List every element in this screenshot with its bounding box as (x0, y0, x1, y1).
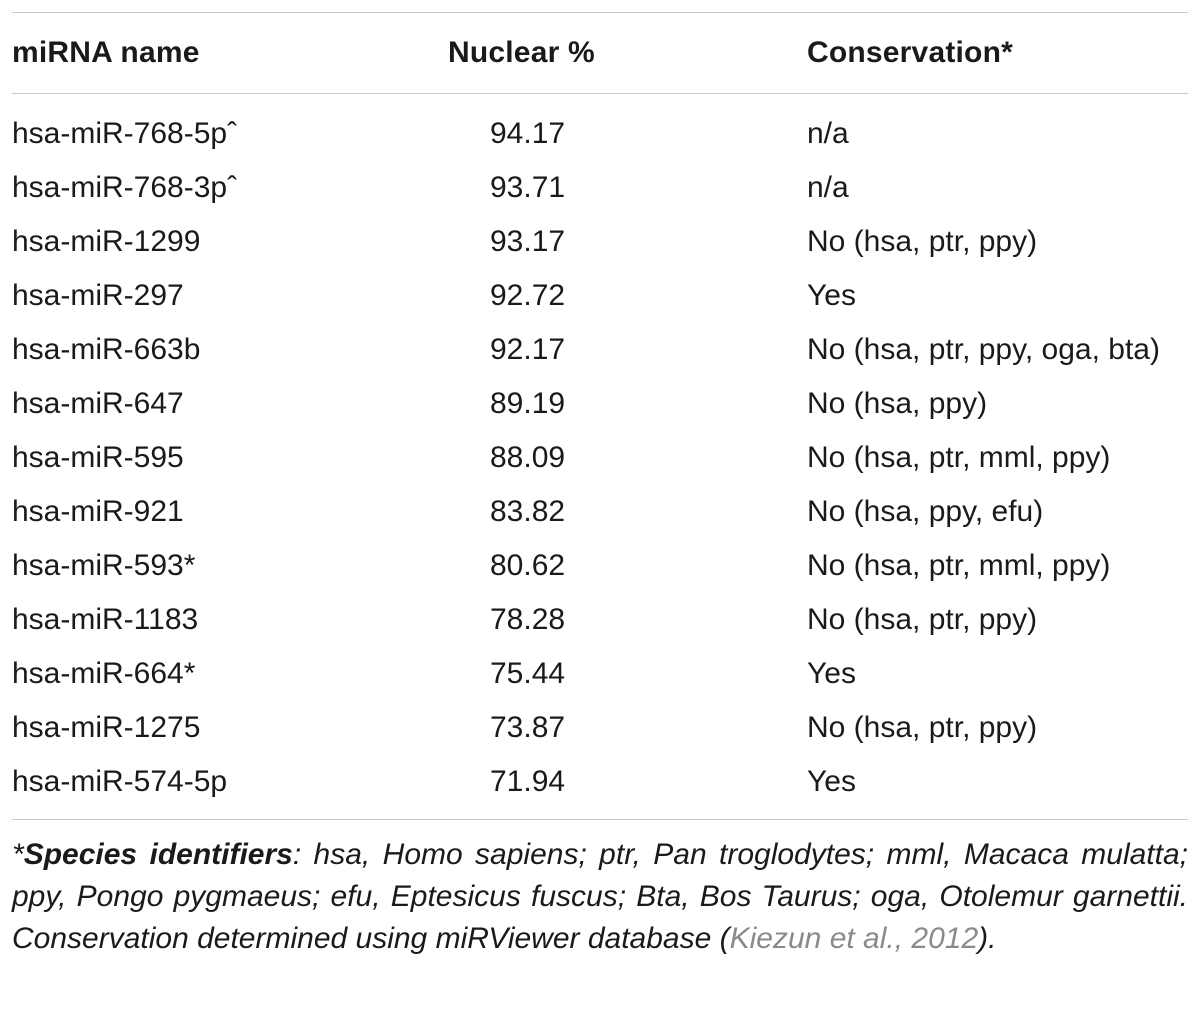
table-footnote (12, 819, 1188, 960)
table-row (12, 431, 1188, 485)
cell-mirna-name: hsa-miR-768-5pˆ (12, 117, 238, 150)
table-row (12, 755, 1188, 809)
cell-nuclear-percent: 83.82 (490, 495, 566, 528)
cell-nuclear-percent: 93.17 (490, 225, 566, 258)
table-row (12, 107, 1188, 161)
cell-nuclear-percent: 93.71 (490, 171, 566, 204)
cell-mirna-name: hsa-miR-768-3pˆ (12, 171, 238, 204)
cell-nuclear-percent: 71.94 (490, 765, 566, 798)
footnote-marker: * (12, 838, 24, 871)
cell-mirna-name: hsa-miR-1299 (12, 225, 201, 258)
cell-conservation: No (hsa, ptr, ppy) (807, 603, 1038, 636)
data-table (12, 12, 1188, 960)
cell-mirna-name: hsa-miR-1275 (12, 711, 201, 744)
cell-conservation: Yes (807, 765, 856, 798)
cell-nuclear-percent: 92.72 (490, 279, 566, 312)
cell-mirna-name: hsa-miR-921 (12, 495, 184, 528)
table-row (12, 215, 1188, 269)
cell-mirna-name: hsa-miR-663b (12, 333, 201, 366)
table-row (12, 323, 1188, 377)
header-conservation: Conservation* (807, 36, 1013, 69)
table-row (12, 647, 1188, 701)
table-row (12, 485, 1188, 539)
cell-mirna-name: hsa-miR-664* (12, 657, 196, 690)
cell-conservation: n/a (807, 117, 849, 150)
cell-nuclear-percent: 75.44 (490, 657, 566, 690)
table-row (12, 377, 1188, 431)
table-row (12, 539, 1188, 593)
cell-nuclear-percent: 92.17 (490, 333, 566, 366)
cell-conservation: No (hsa, ptr, ppy) (807, 225, 1038, 258)
cell-mirna-name: hsa-miR-297 (12, 279, 184, 312)
footnote-end: ). (978, 922, 997, 955)
footnote-citation-link[interactable]: Kiezun et al., 2012 (729, 922, 979, 955)
cell-mirna-name: hsa-miR-1183 (12, 603, 199, 636)
table-header-row (12, 13, 1188, 93)
cell-conservation: No (hsa, ptr, mml, ppy) (807, 441, 1111, 474)
cell-conservation: No (hsa, ppy) (807, 387, 988, 420)
cell-conservation: No (hsa, ptr, ppy) (807, 711, 1038, 744)
cell-conservation: n/a (807, 171, 849, 204)
cell-nuclear-percent: 88.09 (490, 441, 566, 474)
footnote-text: : hsa, Homo sapiens; ptr, Pan troglodytes; mml, Macaca mulatta; ppy, Pongo pygmaeus; efu, Eptesicus fuscus; Bta, Bos Taurus; oga, Otolemur garnettii. Conservation determined using miRViewer database ( (12, 838, 1188, 955)
cell-nuclear-percent: 78.28 (490, 603, 566, 636)
cell-conservation: Yes (807, 279, 856, 312)
cell-mirna-name: hsa-miR-647 (12, 387, 184, 420)
header-mirna-name: miRNA name (12, 36, 200, 69)
cell-nuclear-percent: 73.87 (490, 711, 566, 744)
cell-mirna-name: hsa-miR-595 (12, 441, 184, 474)
cell-nuclear-percent: 80.62 (490, 549, 566, 582)
table-row (12, 161, 1188, 215)
cell-mirna-name: hsa-miR-593* (12, 549, 196, 582)
cell-nuclear-percent: 89.19 (490, 387, 566, 420)
table-row (12, 593, 1188, 647)
cell-nuclear-percent: 94.17 (490, 117, 566, 150)
cell-conservation: No (hsa, ptr, ppy, oga, bta) (807, 333, 1160, 366)
cell-conservation: No (hsa, ppy, efu) (807, 495, 1044, 528)
header-nuclear-percent: Nuclear % (448, 36, 595, 69)
cell-conservation: No (hsa, ptr, mml, ppy) (807, 549, 1111, 582)
cell-conservation: Yes (807, 657, 856, 690)
cell-mirna-name: hsa-miR-574-5p (12, 765, 228, 798)
table-row (12, 701, 1188, 755)
footnote-label: Species identifiers (23, 838, 293, 871)
table-body (12, 94, 1188, 819)
table-row (12, 269, 1188, 323)
